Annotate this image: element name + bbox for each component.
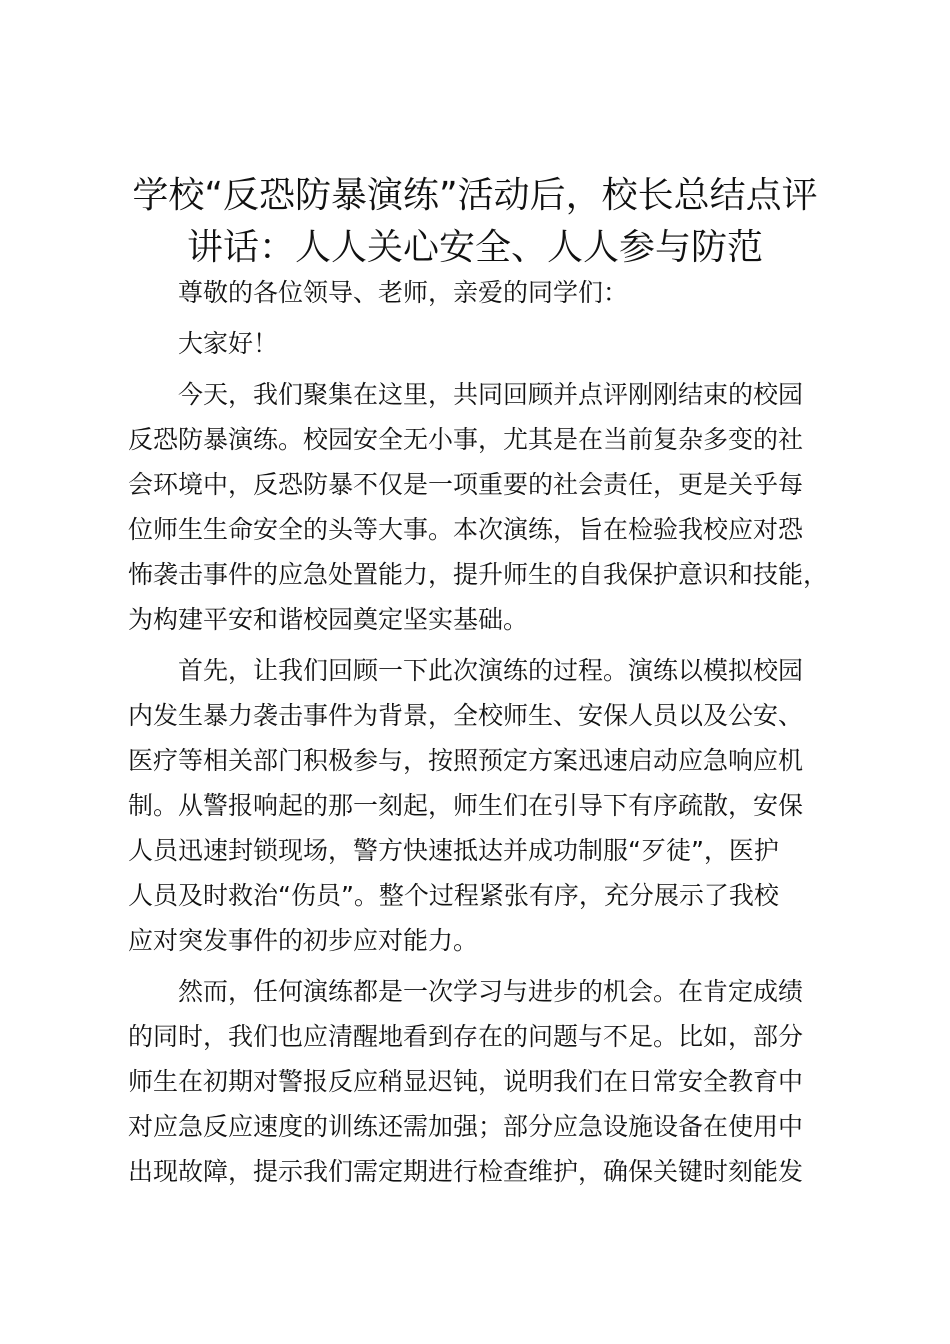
review-paragraph	[128, 648, 830, 963]
document-title-line-2: 讲话：人人关心安全、人人参与防范	[186, 227, 763, 268]
document-body	[128, 270, 830, 1200]
text-line: 尊敬的各位领导、老师，亲爱的同学们：	[178, 278, 629, 307]
text-line: 医疗等相关部门积极参与，按照预定方案迅速启动应急响应机	[128, 746, 804, 775]
text-line: 师生在初期对警报反应稍显迟钝，说明我们在日常安全教育中	[128, 1067, 804, 1096]
intro-paragraph	[128, 372, 830, 642]
text-line: 人员迅速封锁现场，警方快速抵达并成功制服“歹徒”，医护	[128, 836, 779, 865]
text-line: 的同时，我们也应清醒地看到存在的问题与不足。比如，部分	[128, 1022, 804, 1051]
text-line: 出现故障，提示我们需定期进行检查维护，确保关键时刻能发	[128, 1157, 804, 1186]
issues-paragraph	[128, 969, 830, 1194]
text-line: 首先，让我们回顾一下此次演练的过程。演练以模拟校园	[178, 656, 804, 685]
text-line: 内发生暴力袭击事件为背景，全校师生、安保人员以及公安、	[128, 701, 804, 730]
text-line: 大家好！	[178, 329, 279, 358]
text-line: 制。从警报响起的那一刻起，师生们在引导下有序疏散，安保	[128, 791, 804, 820]
text-line: 怖袭击事件的应急处置能力，提升师生的自我保护意识和技能，	[128, 560, 829, 589]
text-line: 反恐防暴演练。校园安全无小事，尤其是在当前复杂多变的社	[128, 425, 804, 454]
salutation-paragraph	[128, 321, 830, 366]
document-title-line-1: 学校“反恐防暴演练”活动后，校长总结点评	[132, 175, 818, 216]
text-line: 位师生生命安全的头等大事。本次演练，旨在检验我校应对恐	[128, 515, 804, 544]
text-line: 会环境中，反恐防暴不仅是一项重要的社会责任，更是关乎每	[128, 470, 804, 499]
text-line: 对应急反应速度的训练还需加强；部分应急设施设备在使用中	[128, 1112, 804, 1141]
text-line: 然而，任何演练都是一次学习与进步的机会。在肯定成绩	[178, 977, 804, 1006]
text-line: 人员及时救治“伤员”。整个过程紧张有序，充分展示了我校	[128, 881, 779, 910]
text-line: 今天，我们聚集在这里，共同回顾并点评刚刚结束的校园	[178, 380, 804, 409]
greeting-paragraph	[128, 270, 830, 315]
text-line: 为构建平安和谐校园奠定坚实基础。	[128, 605, 529, 634]
text-line: 应对突发事件的初步应对能力。	[128, 926, 479, 955]
